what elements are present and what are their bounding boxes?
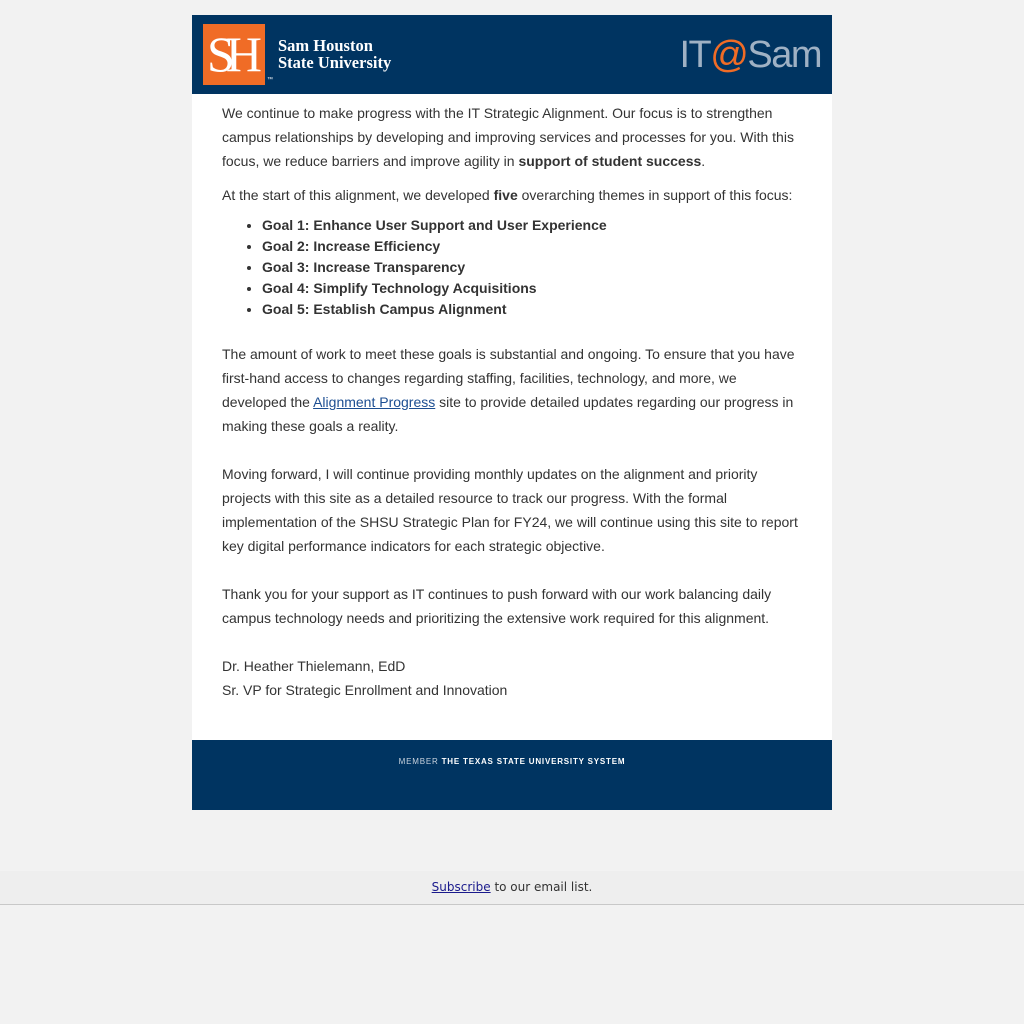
goal-item: • Goal 3: Increase Transparency xyxy=(262,257,802,278)
brand-prefix: IT xyxy=(679,34,711,76)
themes-paragraph xyxy=(222,183,802,207)
it-at-sam-brand xyxy=(680,34,822,76)
progress-paragraph xyxy=(222,342,802,438)
email-container xyxy=(192,15,832,810)
logo-letters: SH xyxy=(207,26,253,82)
shsu-logo xyxy=(203,24,265,85)
goal-item: • Goal 2: Increase Efficiency xyxy=(262,236,802,257)
email-footer xyxy=(192,740,832,810)
logo-trademark: ™ xyxy=(267,77,273,83)
progress-end: site to provide detailed updates regarding our progress in making these goals a reality. xyxy=(222,394,794,434)
signature-name: Dr. Heather Thielemann, EdD xyxy=(222,658,406,674)
intro-bold: support of student success xyxy=(518,153,702,169)
brand-at: @ xyxy=(710,34,748,76)
brand-suffix: Sam xyxy=(747,34,821,76)
themes-bold: five xyxy=(493,187,518,203)
alignment-progress-link[interactable]: Alignment Progress xyxy=(313,394,436,410)
updates-paragraph: Moving forward, I will continue providing monthly updates on the alignment and priority projects with this site as a detailed resource to track our progress. With the formal implementation of the SHSU Strategic Plan for FY24, we will continue using this site to report key digital performance indicators for each strategic objective. xyxy=(222,466,798,554)
themes-text: At the start of this alignment, we developed xyxy=(222,187,494,203)
university-name xyxy=(278,37,391,71)
goal-item: • Goal 5: Establish Campus Alignment xyxy=(262,299,802,320)
email-header xyxy=(192,15,832,94)
subscribe-link[interactable]: Subscribe xyxy=(431,880,491,894)
thanks-paragraph: Thank you for your support as IT continues to push forward with our work balancing daily campus technology needs and prioritizing the extensive work required for this alignment. xyxy=(222,586,772,626)
subscribe-bar xyxy=(0,871,1024,905)
themes-end: overarching themes in support of this focus: xyxy=(517,187,793,203)
subscribe-text: to our email list. xyxy=(490,880,593,894)
intro-paragraph xyxy=(222,101,802,173)
university-name-line2: State University xyxy=(278,53,392,72)
goal-item: • Goal 1: Enhance User Support and User Experience xyxy=(262,215,802,236)
email-body xyxy=(192,94,832,740)
progress-text: The amount of work to meet these goals is substantial and ongoing. To ensure that you have first-hand access to changes regarding staffing, facilities, technology, and more, we developed the xyxy=(222,346,795,410)
university-name-line1: Sam Houston xyxy=(278,36,373,55)
goals-list xyxy=(222,215,802,320)
tsus-membership xyxy=(192,757,832,766)
member-label: MEMBER xyxy=(398,757,439,766)
signature-title: Sr. VP for Strategic Enrollment and Innovation xyxy=(222,682,508,698)
intro-text: We continue to make progress with the IT Strategic Alignment. Our focus is to strengthen campus relationships by developing and improving services and processes for you. With this focus, we reduce barriers and improve agility in xyxy=(222,105,794,169)
goal-item: • Goal 4: Simplify Technology Acquisitions xyxy=(262,278,802,299)
intro-end: . xyxy=(701,153,706,169)
system-name: THE TEXAS STATE UNIVERSITY SYSTEM xyxy=(441,757,626,766)
